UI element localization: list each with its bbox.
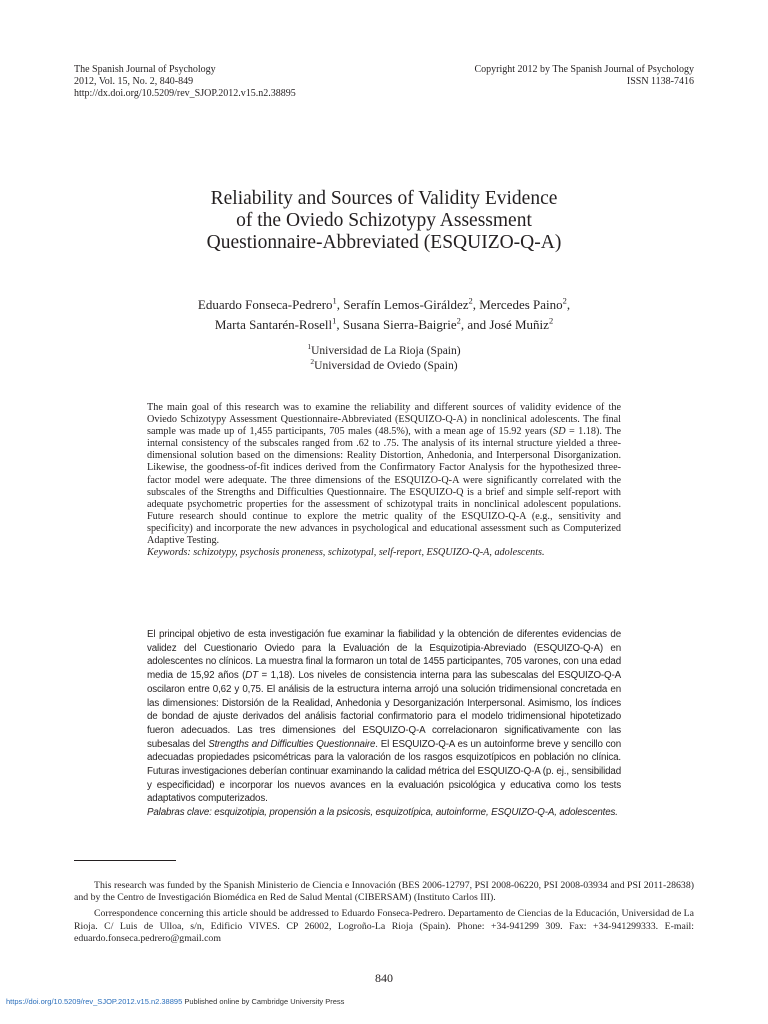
- publisher-footer: [6, 997, 344, 1006]
- title-line-3: Questionnaire-Abbreviated (ESQUIZO-Q-A): [206, 232, 562, 253]
- title-line-2: of the Oviedo Schizotypy Assessment: [236, 210, 532, 231]
- journal-name: The Spanish Journal of Psychology: [74, 64, 216, 75]
- author-separator: ,: [336, 317, 343, 332]
- affiliation-mark: 1: [307, 342, 312, 352]
- footnotes: [74, 880, 694, 949]
- funding-note: This research was funded by the Spanish Ministerio de Ciencia e Innovación (BES 2006-12797, PSI 2008-06220, PSI 2008-03934 and PSI 2011-28638) and by the Centro de Investigación Biomédica en Red de Salud Mental (CIBERSAM) (Instituto Carlos III).: [74, 880, 694, 904]
- author-affiliation-mark: 2: [456, 315, 461, 326]
- copyright-line: Copyright 2012 by The Spanish Journal of Psychology: [474, 64, 694, 75]
- author-affiliation-mark: 2: [562, 295, 567, 306]
- author-affiliation-mark: 2: [468, 295, 473, 306]
- sdq-name: Strengths and Difficulties Questionnaire: [208, 738, 376, 750]
- keywords-spanish: Palabras clave: esquizotipia, propensión a la psicosis, esquizotípica, autoinforme, ESQUIZO-Q-A, adolescentes.: [147, 807, 618, 819]
- author-affiliation-mark: 1: [332, 295, 337, 306]
- affiliation-text: Universidad de Oviedo (Spain): [314, 360, 458, 372]
- author-separator: ,: [566, 297, 571, 312]
- abstract-text: The main goal of this research was to examine the reliability and different sources of validity evidence of the Oviedo Schizotypy Assessment Questionnaire-Abbreviated (ESQUIZO-Q-A) in nonclinical adolescents. The final sample was made up of 1,455 participants, 705 males (48.5%), with a mean age of 15.92 years (: [147, 402, 621, 438]
- author-line-1: [74, 295, 694, 315]
- affiliation-text: Universidad de La Rioja (Spain): [311, 345, 461, 357]
- affiliation-mark: 2: [310, 357, 315, 367]
- abstract-spanish: [147, 628, 621, 820]
- author-name: Susana Sierra-Baigrie: [342, 317, 457, 332]
- dt-symbol: DT: [245, 670, 258, 682]
- author-name: Eduardo Fonseca-Pedrero: [197, 297, 333, 312]
- title-line-1: Reliability and Sources of Validity Evidence: [210, 188, 558, 209]
- author-affiliation-mark: 1: [332, 315, 337, 326]
- publisher-note: Published online by Cambridge University Press: [182, 997, 345, 1006]
- affiliations: [74, 344, 694, 374]
- article-title: [74, 188, 694, 254]
- journal-volume: 2012, Vol. 15, No. 2, 840-849: [74, 76, 194, 87]
- author-list: [74, 295, 694, 335]
- page-number: 840: [375, 971, 393, 985]
- abstract-text: . El ESQUIZO-Q-A es un autoinforme breve y sencillo con adecuadas propiedades psicométricas para la valoración de los rasgos esquizotípicos en población no clínica. Futuras investigaciones deberían continuar examinando la calidad métrica del ESQUIZO-Q-A (p. ej., sensibilidad y especificidad) e incorporar los nuevos avances en la evaluación psicológica y educativa como los tests adaptativos computerizados.: [147, 738, 621, 805]
- abstract-text: = 1.18). The internal consistency of the subscales ranged from .62 to .75. The analysis of its internal structure yielded a three-dimensional solution based on the dimensions: Reality Distortion, Anhedonia, and Interpersonal Disorganization. Likewise, the goodness-of-fit indices derived from the Confirmatory Factor Analysis for the hypothesized three-factor model were adequate. The three dimensions of the ESQUIZO-Q-A were significantly correlated with the subscales of the Strengths and Difficulties Questionnaire. The ESQUIZO-Q is a brief and simple self-report with adequate psychometric properties for the assessment of schizotypal traits in nonclinical adolescent populations. Future research should continue to explore the metric quality of the ESQUIZO-Q-A (e.g., sensitivity and specificity) and incorporate the new advances in psychological and educational assessment such as Computerized Adaptive Testing.: [147, 426, 621, 547]
- affiliation-2: [74, 359, 694, 374]
- sd-symbol: SD: [553, 426, 566, 438]
- issn-line: ISSN 1138-7416: [626, 76, 694, 87]
- author-affiliation-mark: 2: [548, 315, 554, 326]
- author-separator: ,: [336, 297, 344, 312]
- footnote-rule: [74, 860, 176, 861]
- abstract-text: = 1,18). Los niveles de consistencia interna para las subescalas del ESQUIZO-Q-A oscilaron entre 0,62 y 0,75. El análisis de la estructura interna arrojó una solución tridimensional concretada en las dimensiones: Distorsión de la Realidad, Anhedonia y Desorganización Interpersonal. Asimismo, los índices de bondad de ajuste derivados del análisis factorial confirmatorio para el modelo tridimensional hipotetizado fueron adecuados. Las tres dimensiones del ESQUIZO-Q-A correlacionaron significativamente con las subesalas del: [147, 670, 621, 750]
- author-name: Mercedes Paino: [479, 297, 563, 312]
- author-name: Serafín Lemos-Giráldez: [343, 297, 469, 312]
- affiliation-1: [74, 344, 694, 359]
- keywords-english: Keywords: schizotypy, psychosis proneness, schizotypal, self-report, ESQUIZO-Q-A, adolescents.: [147, 547, 545, 559]
- doi-link[interactable]: https://doi.org/10.5209/rev_SJOP.2012.v15.n2.38895: [6, 997, 183, 1006]
- abstract-text: El principal objetivo de esta investigación fue examinar la fiabilidad y la obtención de diferentes evidencias de validez del Cuestionario Oviedo para la Evaluación de la Esquizotipia-Abreviado (ESQUIZO-Q-A) en adolescentes no clínicos. La muestra final la formaron un total de 1455 participantes, 705 varones, con una edad media de 15,92 años (: [147, 629, 621, 682]
- author-separator: , and: [460, 317, 490, 332]
- abstract-english: [147, 402, 621, 559]
- author-name: Marta Santarén-Rosell: [214, 317, 333, 332]
- correspondence-note: Correspondence concerning this article should be addressed to Eduardo Fonseca-Pedrero. Departamento de Ciencias de la Educación, Universidad de La Rioja. C/ Luis de Ulloa, s/n, Edificio VIVES. CP 26002, Logroño-La Rioja (Spain). Phone: +34-941299 309. Fax: +34-941299333. E-mail: eduardo.fonseca.pedrero@gmail.com: [74, 908, 694, 944]
- journal-header-left: [74, 64, 296, 100]
- journal-doi: http://dx.doi.org/10.5209/rev_SJOP.2012.v15.n2.38895: [74, 88, 296, 99]
- journal-header-right: [474, 64, 694, 88]
- author-line-2: [74, 315, 694, 335]
- author-separator: ,: [472, 297, 480, 312]
- author-name: José Muñiz: [489, 317, 549, 332]
